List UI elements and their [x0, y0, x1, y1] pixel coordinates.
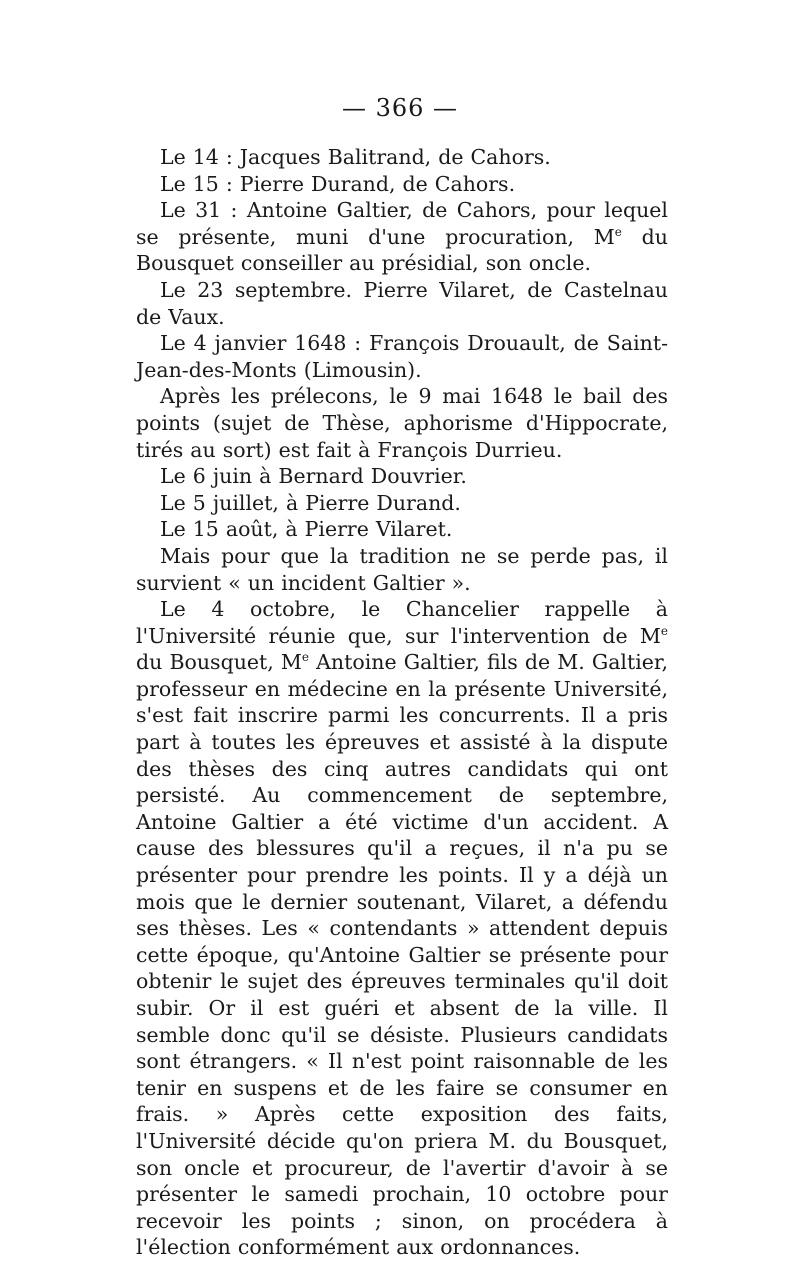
- body-text: [136, 144, 668, 1261]
- paragraph-4: Le 23 septembre. Pierre Vilaret, de Castelnau de Vaux.: [136, 277, 668, 329]
- paragraph-6: Après les prélecons, le 9 mai 1648 le bail des points (sujet de Thèse, aphorisme d'Hippocrate, tirés au sort) est fait à François Durrieu.: [136, 384, 668, 462]
- paragraph-3: Le 31 : Antoine Galtier, de Cahors, pour lequel se présente, muni d'une procuration, Me du Bousquet conseiller au présidial, son oncle.: [136, 198, 668, 276]
- paragraph-8: Le 5 juillet, à Pierre Durand.: [160, 490, 461, 515]
- paragraph-1: Le 14 : Jacques Balitrand, de Cahors.: [160, 145, 551, 169]
- paragraph-5: Le 4 janvier 1648 : François Drouault, de Saint-Jean-des-Monts (Limousin).: [136, 331, 668, 382]
- paragraph-9: Le 15 août, à Pierre Vilaret.: [160, 517, 453, 542]
- page-number: — 366 —: [341, 94, 459, 122]
- superscript: e: [614, 224, 622, 239]
- paragraph-7: Le 6 juin à Bernard Douvrier.: [160, 464, 467, 489]
- paragraph-10: Mais pour que la tradition ne se perde pas, il survient « un incident Galtier ».: [136, 543, 668, 595]
- superscript: e: [301, 650, 309, 665]
- superscript: e: [660, 623, 668, 638]
- paragraph-2: Le 15 : Pierre Durand, de Cahors.: [160, 171, 516, 196]
- paragraph-11: Le 4 octobre, le Chancelier rappelle à l'Université réunie que, sur l'intervention de Me du Bousquet, Me Antoine Galtier, fils de M. Galtier, professeur en médecine en la présente Université, s'est fait inscrire parmi les concurrents. Il a pris part à toutes les épreuves et assisté à la dispute des thèses des cinq autres candidats qui ont persisté. Au commencement de septembre, Antoine Galtier a été victime d'un accident. A cause des blessures qu'il a reçues, il n'a pu se présenter pour prendre les points. Il y a déjà un mois que le dernier soutenant, Vilaret, a défendu ses thèses. Les « contendants » attendent depuis cette époque, qu'Antoine Galtier se présente pour obtenir le sujet des épreuves terminales qu'il doit subir. Or il est guéri et absent de la ville. Il semble donc qu'il se désiste. Plusieurs candidats sont étrangers. « Il n'est point raisonnable de les tenir en suspens et de les faire se consumer en frais. » Après cette exposition des faits, l'Université décide qu'on priera M. du Bousquet, son oncle et procureur, de l'avertir d'avoir à se présenter le samedi prochain, 10 octobre pour recevoir les points ; sinon, on procédera à l'élection conformément aux ordonnances.: [136, 597, 668, 1260]
